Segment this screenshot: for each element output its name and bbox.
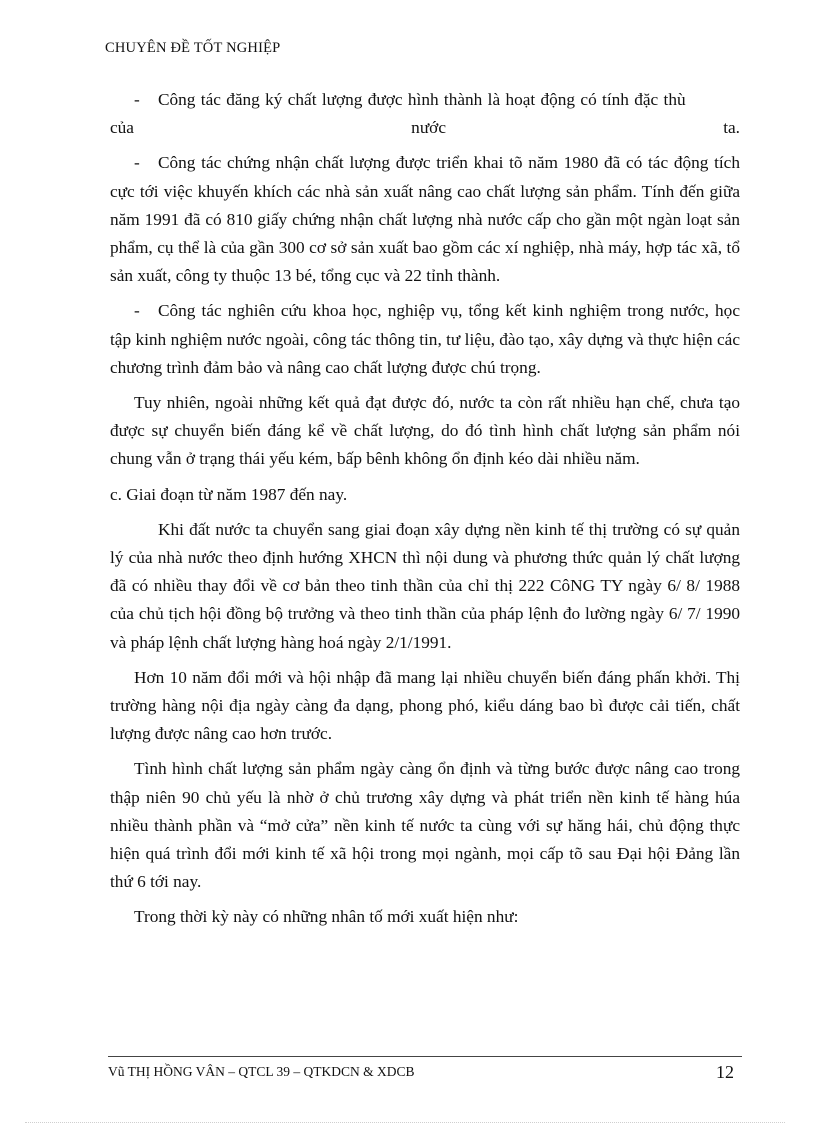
bullet-text: Công tác đăng ký chất lượng được hình thành là hoạt động có tính đặc thù [158,90,686,109]
paragraph-market-economy: Khi đất nước ta chuyển sang giai đoạn xây dựng nền kinh tế thị trường có sự quản lý của nhà nước theo định hướng XHCN thì nội dung và phương thức quản lý chất lượng đã có nhiều thay đổi về cơ bản theo tinh thần của chỉ thị 222 CôNG TY ngày 6/ 8/ 1988 của chủ tịch hội đồng bộ trưởng và theo tinh thần của pháp lệnh đo lường ngày 6/ 7/ 1990 và pháp lệnh chất lượng hàng hoá ngày 2/1/1991. [110,519,740,652]
footer-divider [108,1056,742,1057]
bullet-item-certification [110,149,740,290]
continuation-word-3: ta. [723,118,740,138]
bullet-dash: - [134,90,140,109]
bullet-dash: - [134,301,140,321]
paragraph-limitations: Tuy nhiên, ngoài những kết quả đạt được đó, nước ta còn rất nhiều hạn chế, chưa tạo được sự chuyển biến đáng kể về chất lượng, do đó tình hình chất lượng sản phẩm nói chung vẫn ở trạng thái yếu kém, bấp bênh không ổn định kéo dài nhiều năm. [110,393,740,469]
bullet-text: Công tác chứng nhận chất lượng được triển khai tõ năm 1980 đã có tác động tích cực tới việc khuyến khích các nhà sản xuất nâng cao chất lượng sản phẩm. Tính đến giữa năm 1991 đã có 810 giấy chứng nhận chất lượng nhà nước cấp cho gần một ngàn loạt sản phẩm, cụ thể là của gần 300 cơ sở sản xuất bao gồm các xí nghiệp, nhà máy, hợp tác xã, tổ sản xuất, công ty thuộc 13 bé, tổng cục và 22 tỉnh thành. [110,153,740,286]
bullet-item-research [110,297,740,382]
paragraph-quality-situation: Tình hình chất lượng sản phẩm ngày càng ổn định và từng bước được nâng cao trong thập niên 90 chủ yếu là nhờ ở chủ trương xây dựng và phát triển nền kinh tế hàng húa nhiều thành phần và “mở cửa” nền kinh tế nước ta cùng với sự hăng hái, chủ động thực hiện quá trình đổi mới kinh tế xã hội trong mọi ngành, mọi cấp tõ sau Đại hội Đảng lần thứ 6 tới nay. [110,759,740,892]
page-number: 12 [716,1062,734,1082]
document-body [110,86,740,939]
bullet-item-registration [110,86,740,114]
page-header-title: CHUYÊN ĐỀ TỐT NGHIỆP [105,40,281,56]
section-heading-c: c. Giai đoạn từ năm 1987 đến nay. [110,484,348,504]
paragraph-renovation: Hơn 10 năm đổi mới và hội nhập đã mang lại nhiều chuyển biến đáng phấn khởi. Thị trường hàng nội địa ngày càng đa dạng, phong phó, kiểu dáng bao bì được cải tiến, chất lượng được nâng cao hơn trước. [110,667,740,744]
continuation-word-1: của [110,118,134,138]
bullet-text: Công tác nghiên cứu khoa học, nghiệp vụ, tổng kết kinh nghiệm trong nước, học tập kinh nghiệm nước ngoài, công tác thông tin, tư liệu, đào tạo, xây dựng và thực hiện các chương trình đảm bảo và nâng cao chất lượng được chú trọng. [110,301,740,377]
bullet-dash: - [134,153,140,173]
bullet-continuation-line [110,114,740,142]
continuation-word-2: nước [411,118,446,138]
paragraph-new-factors: Trong thời kỳ này có những nhân tố mới xuất hiện như: [134,907,519,927]
footer-author: Vũ THỊ HỒNG VÂN – QTCL 39 – QTKDCN & XDCB [108,1064,415,1079]
